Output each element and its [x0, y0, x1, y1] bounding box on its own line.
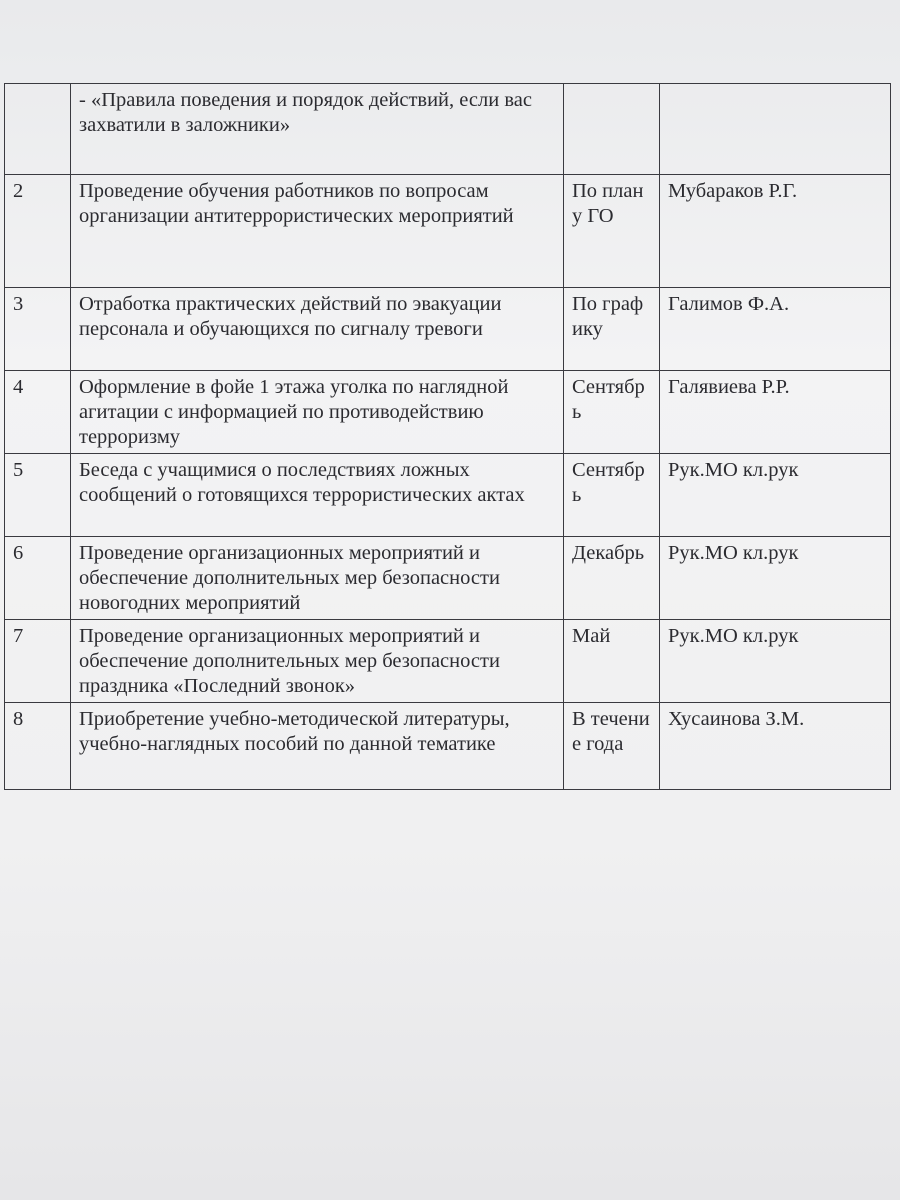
row-number: 4	[5, 371, 71, 454]
table-row	[5, 620, 891, 703]
responsible-cell: Галимов Ф.А.	[660, 288, 891, 371]
responsible-cell: Рук.МО кл.рук	[660, 537, 891, 620]
responsible-cell: Рук.МО кл.рук	[660, 454, 891, 537]
table-row	[5, 288, 891, 371]
activity-cell: Проведение организационных мероприятий и обеспечение дополнительных мер безопасности новогодних мероприятий	[71, 537, 564, 620]
date-cell: Май	[564, 620, 660, 703]
activity-cell: Проведение организационных мероприятий и обеспечение дополнительных мер безопасности праздника «Последний звонок»	[71, 620, 564, 703]
date-cell: По графику	[564, 288, 660, 371]
row-number: 2	[5, 175, 71, 288]
table-row	[5, 371, 891, 454]
activity-cell: - «Правила поведения и порядок действий, если вас захватили в заложники»	[71, 84, 564, 175]
activity-cell: Беседа с учащимися о последствиях ложных сообщений о готовящихся террористических актах	[71, 454, 564, 537]
responsible-cell	[660, 84, 891, 175]
responsible-cell: Мубараков Р.Г.	[660, 175, 891, 288]
row-number: 7	[5, 620, 71, 703]
row-number: 6	[5, 537, 71, 620]
responsible-cell: Галявиева Р.Р.	[660, 371, 891, 454]
row-number: 3	[5, 288, 71, 371]
activity-cell: Оформление в фойе 1 этажа уголка по наглядной агитации с информацией по противодействию терроризму	[71, 371, 564, 454]
date-cell: По плану ГО	[564, 175, 660, 288]
responsible-cell: Хусаинова З.М.	[660, 703, 891, 790]
responsible-cell: Рук.МО кл.рук	[660, 620, 891, 703]
date-cell	[564, 84, 660, 175]
date-cell: Декабрь	[564, 537, 660, 620]
row-number: 8	[5, 703, 71, 790]
activity-cell: Отработка практических действий по эвакуации персонала и обучающихся по сигналу тревоги	[71, 288, 564, 371]
activity-cell: Проведение обучения работников по вопросам организации антитеррористических мероприятий	[71, 175, 564, 288]
date-cell: Сентябрь	[564, 371, 660, 454]
activity-cell: Приобретение учебно-методической литературы, учебно-наглядных пособий по данной тематике	[71, 703, 564, 790]
date-cell: Сентябрь	[564, 454, 660, 537]
table-row	[5, 454, 891, 537]
table-row	[5, 84, 891, 175]
activity-plan-table	[4, 83, 891, 790]
row-number: 5	[5, 454, 71, 537]
table-row	[5, 703, 891, 790]
date-cell: В течение года	[564, 703, 660, 790]
row-number	[5, 84, 71, 175]
table-row	[5, 175, 891, 288]
table-row	[5, 537, 891, 620]
